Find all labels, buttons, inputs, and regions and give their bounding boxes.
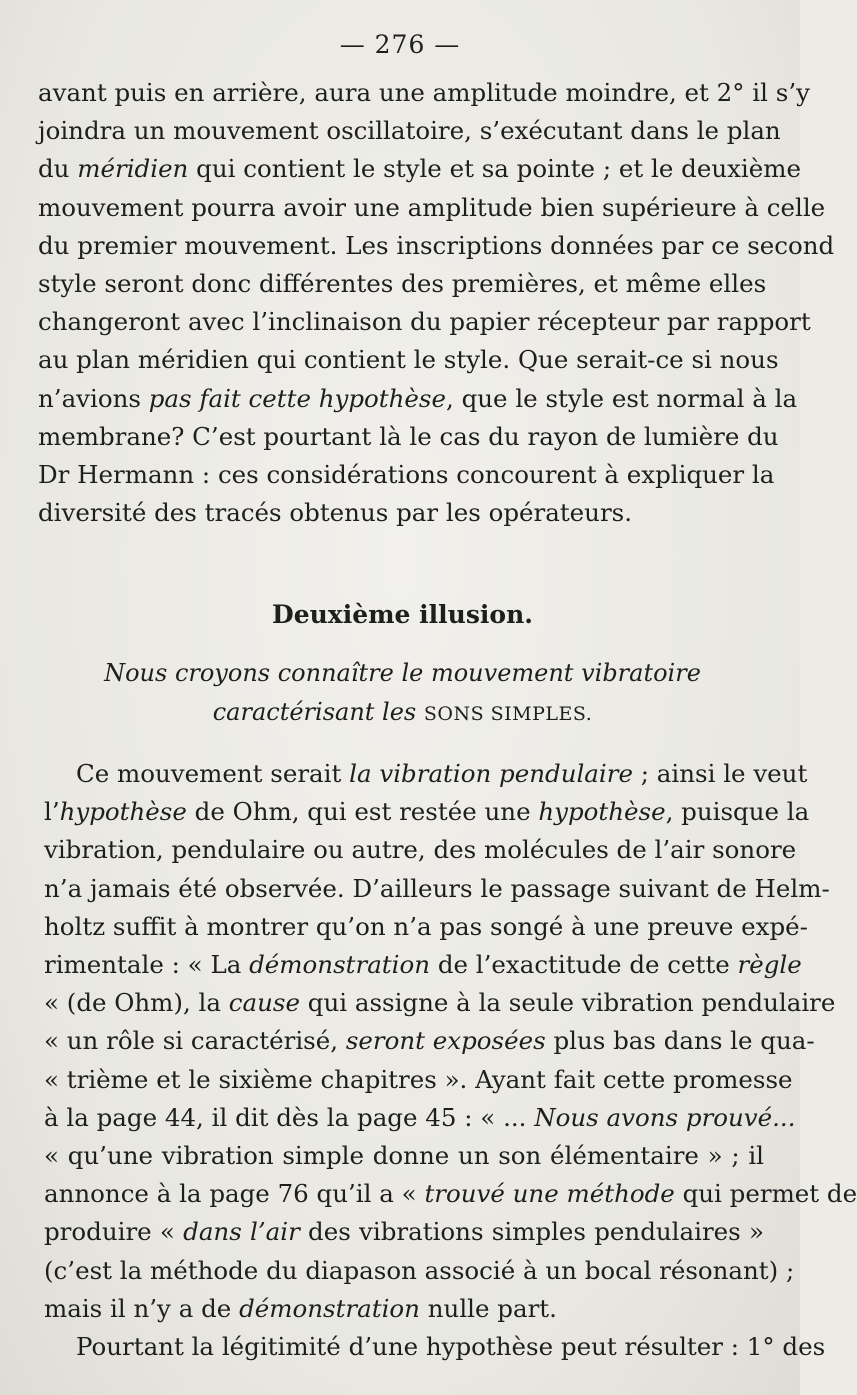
text-line: « trième et le sixième chapitres ». Ayant fait cette promesse [44, 1064, 793, 1094]
section-heading: Deuxième illusion. [272, 600, 533, 629]
subtitle-line-1: Nous croyons connaître le mouvement vibratoire [104, 659, 701, 687]
text-line: annonce à la page 76 qu’il a « trouvé une méthode qui permet de [44, 1179, 857, 1209]
italic-text: méridien [77, 154, 189, 184]
text-line: mais il n’y a de démonstration nulle part. [44, 1293, 557, 1323]
text-line: « (de Ohm), la cause qui assigne à la seule vibration pendulaire [44, 988, 836, 1018]
page-number: — 276 — [339, 30, 461, 59]
italic-text: dans l’air [183, 1217, 300, 1247]
subtitle-line-2 [0, 695, 805, 731]
italic-text: la vibration pendulaire [349, 759, 633, 788]
text-line: Pourtant la légitimité d’une hypothèse peut résulter : 1° des [76, 1332, 826, 1361]
text-line: changeront avec l’inclinaison du papier récepteur par rapport [38, 307, 811, 337]
italic-text: hypothèse [59, 797, 187, 827]
text-line: rimentale : « La démonstration de l’exactitude de cette règle [44, 950, 802, 979]
italic-text: pas fait cette hypothèse [148, 383, 446, 413]
text-line: n’avions pas fait cette hypothèse, que le style est normal à la [38, 383, 798, 413]
text-line: (c’est la méthode du diapason associé à un bocal résonant) ; [44, 1255, 795, 1285]
italic-text: règle [737, 950, 802, 979]
text-line: à la page 44, il dit dès la page 45 : « ... Nous avons prouvé... [44, 1102, 796, 1132]
italic-text: seront exposées [345, 1026, 546, 1056]
subtitle-italic-part: caractérisant les [212, 698, 424, 726]
text-line: membrane? C’est pourtant là le cas du rayon de lumière du [38, 421, 779, 451]
text-line: Dr Hermann : ces considérations concourent à expliquer la [38, 460, 775, 489]
text-line: « un rôle si caractérisé, seront exposées plus bas dans le qua- [44, 1026, 815, 1056]
text-line: du premier mouvement. Les inscriptions données par ce second [38, 230, 835, 260]
italic-text: démonstration [239, 1293, 420, 1323]
italic-text: cause [228, 988, 300, 1018]
text-line: avant puis en arrière, aura une amplitude moindre, et 2° il s’y [38, 78, 810, 107]
text-line: du méridien qui contient le style et sa pointe ; et le deuxième [38, 154, 801, 184]
text-line: n’a jamais été observée. D’ailleurs le passage suivant de Helm- [44, 873, 830, 903]
text-line: holtz suffit à montrer qu’on n’a pas songé à une preuve expé- [44, 911, 808, 941]
italic-text: démonstration [249, 950, 431, 979]
text-line: style seront donc différentes des premières, et même elles [38, 269, 767, 298]
text-line: vibration, pendulaire ou autre, des molécules de l’air sonore [44, 835, 797, 865]
text-line: « qu’une vibration simple donne un son élémentaire » ; il [44, 1141, 764, 1170]
italic-text: hypothèse [538, 797, 666, 827]
text-line: au plan méridien qui contient le style. Que serait-ce si nous [38, 345, 779, 375]
text-line: mouvement pourra avoir une amplitude bien supérieure à celle [38, 192, 826, 222]
subtitle-smallcaps-part: SONS SIMPLES. [423, 703, 593, 725]
italic-text: trouvé une méthode [424, 1179, 675, 1209]
text-line: diversité des tracés obtenus par les opérateurs. [38, 498, 633, 528]
text-line: joindra un mouvement oscillatoire, s’exécutant dans le plan [38, 116, 781, 146]
text-line: Ce mouvement serait la vibration pendulaire ; ainsi le veut [76, 759, 808, 788]
italic-text: Nous avons prouvé... [534, 1102, 796, 1132]
text-line: l’hypothèse de Ohm, qui est restée une hypothèse, puisque la [44, 797, 810, 827]
text-line: produire « dans l’air des vibrations simples pendulaires » [44, 1217, 764, 1247]
